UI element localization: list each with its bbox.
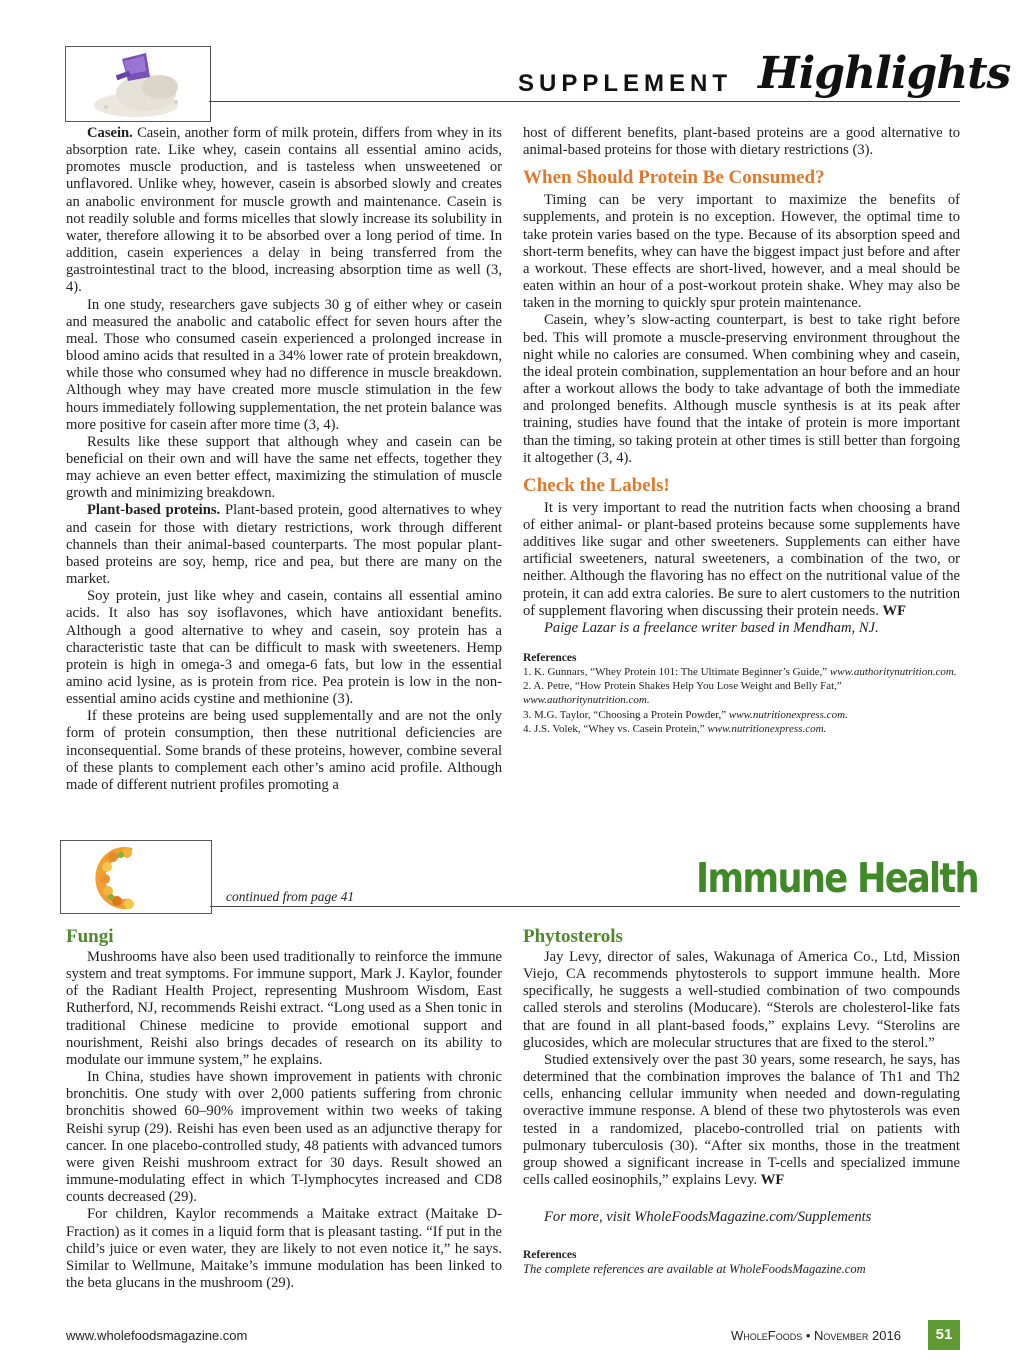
wf-end-mark: WF xyxy=(882,602,907,619)
bottom-references-title: References xyxy=(523,1249,577,1262)
plant-proteins-paragraph: Plant-based proteins. Plant-based protein, good alternatives to whey and casein for those with dietary restrictions, work through different channels than their animal-based counterparts. The most popular plant-based proteins are soy, hemp, rice and pea, but there are many on the market. xyxy=(66,502,503,588)
supplemental-paragraph: If these proteins are being used supplementally and are not the only form of protein consumption, then these nutritional deficiencies are inconsequential. Some brands of these proteins, however, combine several of these plants to complement each other’s amino acid profile. Although made of different nutrient profiles promoting a xyxy=(66,708,502,793)
research-paragraph: Studied extensively over the past 30 years, some research, he says, has determined that the combination improves the balance of Th1 and Th2 cells, enhancing cellular immunity when needed and down-regulating overactive immune response. A blend of these two phytosterols was even tested in a randomized, placebo-controlled trial on patients with pulmonary tuberculosis (30). “After six months, those in the treatment group showed a significant increase in T-cells and specialized immune cells called eosinophils,” explains Levy. WF xyxy=(523,1051,960,1189)
more-info-line: For more, visit WholeFoodsMagazine.com/Supplements xyxy=(544,1209,872,1226)
footer-website[interactable]: www.wholefoodsmagazine.com xyxy=(66,1328,248,1343)
fungi-heading: Fungi xyxy=(66,926,114,947)
continued-from-note: continued from page 41 xyxy=(226,889,355,904)
immune-health-title: Immune Health xyxy=(696,854,978,902)
supplement-image-box xyxy=(65,46,211,122)
immune-image-box xyxy=(60,840,212,914)
results-paragraph: Results like these support that although whey and casein can be beneficial on their own and will have the same net effects, together they may achieve an even better effect, maximizing the stimulation of muscle growth and minimizing breakdown. xyxy=(66,433,502,502)
timing-paragraph: Timing can be very important to maximize the benefits of supplements, and protein is no exception. However, the optimal time to take protein varies based on the type. Because of its absorption speed and short-term benefits, whey can have the biggest impact just before and after a workout. These effects are short-lived, however, and a meal should be eaten within an hour of a post-workout protein shake. Whey may also be taken in the morning to quickly spur protein maintenance. xyxy=(523,192,960,312)
references-note: The complete references are available at WholeFoodsMagazine.com xyxy=(523,1262,866,1277)
page-number: 51 xyxy=(928,1320,960,1350)
reference-item: 2. A. Petre, “How Protein Shakes Help You Lose Weight and Belly Fat,” www.authoritynutrition.com. xyxy=(523,680,842,707)
vitamin-c-image xyxy=(61,841,211,913)
levy-paragraph: Jay Levy, director of sales, Wakunaga of America Co., Ltd, Mission Viejo, CA recommends phytosterols to support immune health. More specifically, he suggests a well-studied combination of two compounds called sterols and sterolins (Moducare). “Sterols are cholesterol-like fats that are found in all plant-based foods,” explains Levy. “Sterolins are glucosides, which are molecular structures that are fixed to the sterol.” xyxy=(523,949,960,1051)
reference-item: 3. M.G. Taylor, “Choosing a Protein Powder,” www.nutritionexpress.com. xyxy=(523,708,848,721)
footer-magazine-issue: WholeFoods • November 2016 xyxy=(731,1328,901,1343)
header-rule xyxy=(209,101,960,102)
plant-continuation-paragraph: host of different benefits, plant-based proteins are a good alternative to animal-based proteins for those with dietary restrictions (3). xyxy=(523,125,960,159)
study-paragraph: In one study, researchers gave subjects 30 g of either whey or casein and measured the anabolic and catabolic effect for seven hours after the meal. Those who consumed casein experienced a prolonged increase in blood amino acids that resulted in a 34% lower rate of protein breakdown, while those who consumed whey had no difference in muscle breakdown. Although whey may have created more muscle stimulation in the few hours immediately following supplementation, the net protein balance was more positive for casein after more time (3, 4). xyxy=(66,296,502,433)
immune-header-rule xyxy=(210,906,960,907)
china-studies-paragraph: In China, studies have shown improvement in patients with chronic bronchitis. One study with over 2,000 patients suffering from chronic bronchitis showed 60–90% improvement within two weeks of taking Reishi syrup (29). Reishi has even been used as an adjunctive therapy for cancer. In one placebo-controlled study, 48 patients with advanced tumors were given Reishi mushroom extract for 30 days. Result showed an immune-modulating effect in which T-lymphocytes increased and CD8 counts decreased (29). xyxy=(66,1069,502,1206)
phytosterols-heading: Phytosterols xyxy=(523,926,623,947)
header-highlights: Highlights xyxy=(758,48,1011,99)
reference-item: 1. K. Gunnars, “Whey Protein 101: The Ultimate Beginner’s Guide,” www.authoritynutrition.com. xyxy=(523,666,957,679)
bottom-left-column xyxy=(66,926,502,1292)
references-list xyxy=(523,665,960,736)
wf-end-mark: WF xyxy=(760,1172,785,1189)
casein-paragraph: Casein. Casein, another form of milk protein, differs from whey in its absorption rate. Like whey, casein contains all essential amino acids, promotes muscle production, and is tasteless when unsweetened or unflavored. Unlike whey, however, casein is absorbed slowly and creates an anabolic environment for muscle growth and maintenance. Casein is not readily soluble and forms micelles that slowly increase its solubility in water, therefore allowing it to be absorbed over a long period of time. In addition, casein experiences a delay in being transferred from the gastrointestinal tract to the blood, increasing absorption time as well (3, 4). xyxy=(66,125,502,296)
casein-timing-paragraph: Casein, whey’s slow-acting counterpart, is best to take right before bed. This will promote a muscle-preserving environment throughout the night while no calories are consumed. When combining whey and casein, the ideal protein combination, supplementation an hour before and an hour after a workout allows the body to take advantage of both the immediate and prolonged benefits. Although muscle synthesis is at its peak after training, studies have found that the intake of protein is more important than the timing, so taking protein at other times is still better than forgoing it altogether (3, 4). xyxy=(523,312,960,466)
author-byline: Paige Lazar is a freelance writer based in Mendham, NJ. xyxy=(544,619,879,636)
top-right-column xyxy=(523,125,960,736)
reference-item: 4. J.S. Volek, “Whey vs. Casein Protein,” www.nutritionexpress.com. xyxy=(523,722,827,735)
children-paragraph: For children, Kaylor recommends a Maitake extract (Maitake D-Fraction) as it comes in a liquid form that is pleasant tasting. “If put in the child’s juice or even water, they are likely to not even notice it,” he says. Similar to Wellmune, Maitake’s immune modulation has been linked to the beta glucans in the mushroom (29). xyxy=(66,1206,502,1291)
references-title: References xyxy=(523,652,577,665)
labels-paragraph: It is very important to read the nutrition facts when choosing a brand of either animal- or plant-based proteins because some supplements have additives like sugar and other sweeteners. Supplements can either have artificial sweeteners, natural sweeteners, a combination of the two, or neither. Although the flavoring has no effect on the nutritional value of the protein, it can add extra calories. Be sure to alert customers to the nutrition of supplement flavoring when discussing their protein needs. WF xyxy=(523,499,960,619)
mushroom-paragraph: Mushrooms have also been used traditionally to reinforce the immune system and treat symptoms. For immune support, Mark J. Kaylor, founder of the Radiant Health Project, representing Mushroom Wisdom, East Rutherford, NJ, recommends Reishi extract. “Long used as a Shen tonic in traditional Chinese medicine to provide emotional support and nourishment, Reishi also brings decades of research on its ability to modulate our immune system,” he explains. xyxy=(66,949,502,1068)
soy-protein-paragraph: Soy protein, just like whey and casein, contains all essential amino acids. It also has soy isoflavones, which have antioxidant benefits. Although a good alternative to whey and casein, soy protein has a characteristic taste that can be difficult to mask with sweeteners. Hemp protein is high in omega-3 and omega-6 fats, but low in the essential amino acid lysine, as is protein from rice. Pea protein is low in the non-essential amino acids cystine and methionine (3). xyxy=(66,588,502,708)
check-labels-heading: Check the Labels! xyxy=(523,474,670,496)
header-supplement: SUPPLEMENT xyxy=(518,70,733,97)
when-protein-heading: When Should Protein Be Consumed? xyxy=(523,167,825,189)
protein-scoop-image xyxy=(66,47,210,121)
bottom-right-column xyxy=(523,926,960,1277)
top-left-column xyxy=(66,125,502,794)
